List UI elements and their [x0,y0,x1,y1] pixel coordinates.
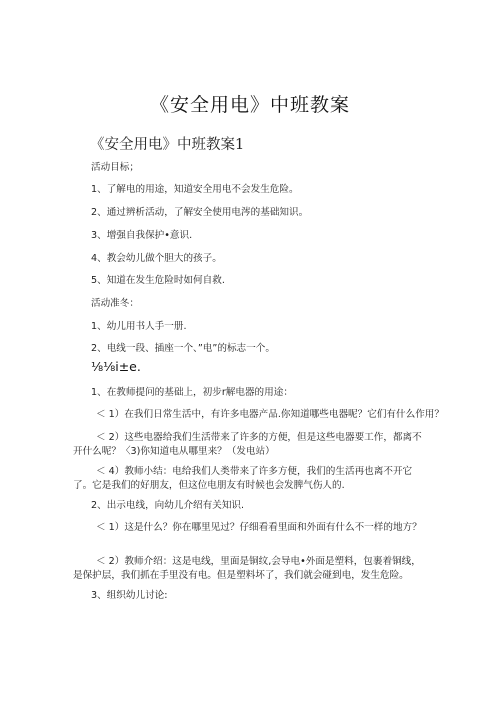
step-item: 2、出示电线，向幼儿介绍有关知识. [91,500,245,511]
prep-label: 活动准冬： [91,298,139,309]
goal-item: 1、了解电的用途，知道安全用电不会发生危险。 [91,184,299,195]
goals-label: 活动目标； [91,162,139,173]
step-item: ＜ 2）这些电器给我们生活带来了许多的方便，但是这些电器要工作，都离不开什么呢？〈3)你知道电从哪里来？（发电站） [73,432,422,457]
step-item: ＜ 1）在我们日常生活中，有许多电器产品.你知道哪些电器呢？它们有什么作用？ [96,409,444,420]
goal-item: 5、知道在发生危险时如何自救. [91,275,225,286]
prep-item: 2、电线一段、插座一个、”电”的标志一个。 [91,343,275,354]
step-item: ＜ 1）这是什么？你在哪里见过？仔细看看里面和外面有什么不一样的地方？ [96,522,422,533]
prep-item: 1、幼儿用书人手一册. [91,321,187,332]
document-title: 《安全用电》中班教案 [149,94,350,116]
goal-item: 2、通过辨析活动，了解安全使用电涔的基础知识。 [91,207,309,218]
step-item: 1、在教师提问的基础上，初步r解电器的用途： [91,387,293,398]
section-heading: ⅛⅛i±e. [91,359,141,374]
step-item: 3、组织幼儿讨论: [91,590,168,601]
step-item: ＜ 2）教师介绍：这是电线，里面是铜纹,会导电•外面是塑料，包裹着铜线，是保护层，我们抓在手里没有电。但是塑料坏了，我们就会碰到电，发生危险。 [73,556,421,581]
step-item: ＜ 4）教师小结：电给我们人类带来了许多方便，我们的生活再也离不开它了。它是我们的好朋友，但这位电朋友有时候也会发脾气伤人的. [73,466,413,491]
document-subtitle: 《安全用电》中班教案1 [90,137,245,153]
goal-item: 4、教会幼儿做个胆大的孩子。 [91,253,222,264]
goal-item: 3、增强自我保护•意识. [91,230,193,241]
